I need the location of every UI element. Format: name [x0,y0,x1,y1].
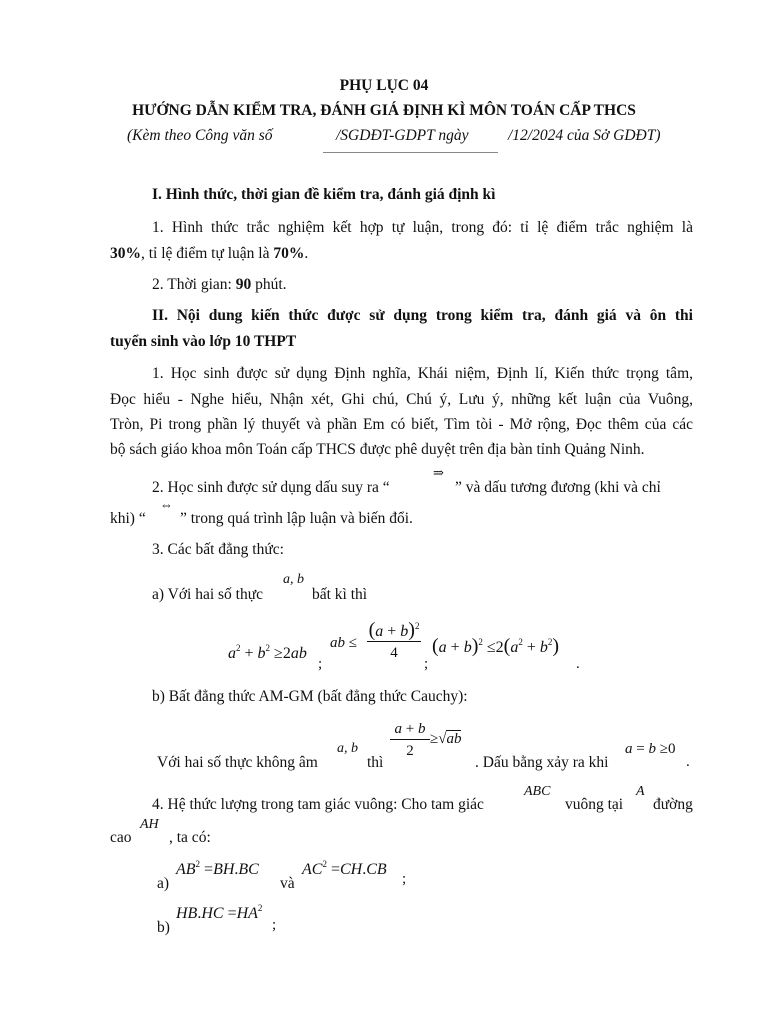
separator-1: ; [318,656,323,672]
section-2-heading-line-1: II. Nội dung kiến thức được sử dụng trong kiểm tra, đánh giá và ôn thi [152,307,693,324]
triangle-abc: ABC [524,784,551,799]
zero-value: 0 [667,741,676,757]
period-1: . [576,656,580,672]
paragraph-1-line-1: 1. Học sinh được sử dụng Định nghĩa, Khái niệm, Định lí, Kiến thức trọng tâm, [152,365,693,382]
paragraph-1-line-2: Đọc hiểu - Nghe hiểu, Nhận xét, Ghi chú, Chú ý, Lưu ý, những kết luận của Vuông, [110,391,693,408]
item-1-end: . [304,245,309,262]
paragraph-2-part-a: 2. Học sinh được sử dụng dấu suy ra “ [152,479,390,496]
paragraph-3b: b) Bất đẳng thức AM-GM (bất đẳng thức Cauchy): [152,688,468,705]
document-page: PHỤ LỤC 04 HƯỚNG DẪN KIỂM TRA, ĐÁNH GIÁ ĐỊNH KÌ MÔN TOÁN CẤP THCS (Kèm theo Công văn số /SGDĐT-GDPT ngày /12/2024 của Sở GDĐT) I. Hình thức, thời gian đề kiểm tra, đánh giá định kì 1. Hình thức trắc nghiệm kết hợp tự luận, trong đó: tỉ lệ điểm trắc nghiệm là 30%, tỉ lệ điểm tự luận là 70%. 2. Thời gian: 90 phút. II. Nội dung kiến thức được sử dụng trong kiểm tra, đánh giá và ôn thi tuyển sinh vào lớp 10 THPT 1. Học sinh được sử dụng Định nghĩa, Khái niệm, Định lí, Kiến thức trọng tâm, Đọc hiểu - Nghe hiểu, Nhận xét, Ghi chú, Chú ý, Lưu ý, những kết luận của Vuông, Tròn, Pi trong phần lý thuyết và phần Em có biết, Tìm tòi - Mở rộng, Đọc thêm của các bộ sách giáo khoa môn Toán cấp THCS được phê duyệt trên địa bàn tỉnh Quảng Ninh. 2. Học sinh được sử dụng dấu suy ra “ ⇒ ” và dấu tương đương (khi và chỉ khi) “ ⇔ ” trong quá trình lập luận và biến đổi. 3. Các bất đẳng thức: a, b a) Với hai số thực bất kì thì $a^2 + b^2 \ge 2ab$ ; ab ≤ $(a + b)^2$ 4 ; $(a + b)^2 \le 2(a^2 + b^2)$ . b) Bất đẳng thức AM-GM (bất đẳng thức Cauchy): Với hai số thực không âm a, b thì a + b 2 ≥√ab . Dấu bằng xảy ra khi a = b ≥0 . 4. Hệ thức lượng trong tam giác vuông: Cho tam giác ABC vuông tại A đường cao AH , ta có: a) $AB^2 =BH.BC$ và $AC^2 =CH.CB$ ; b) $HB.HC =HA^2$ ; [0,0,768,1024]
relation-ac-squared: $AC^2 =CH.CB$ [302,859,387,878]
vertex-a: A [636,784,645,799]
variables-a-b: a, b [283,572,304,587]
time-unit: phút. [251,276,287,293]
separator-4: ; [272,917,277,933]
item-4b-label: b) [157,919,170,936]
period-2: . [686,754,690,770]
paragraph-2-part-c: khi) “ [110,510,146,527]
relation-ab-squared: $AB^2 =BH.BC$ [176,859,259,878]
percent-essay: 70% [273,245,305,262]
paragraph-4-line2-prefix: cao [110,829,132,846]
paragraph-3a-suffix: bất kì thì [312,586,368,603]
altitude-ah: AH [140,817,159,832]
document-title: HƯỚNG DẪN KIỂM TRA, ĐÁNH GIÁ ĐỊNH KÌ MÔN TOÁN CẤP THCS [132,102,636,119]
percent-multiple-choice: 30% [110,245,141,262]
paragraph-3-heading: 3. Các bất đẳng thức: [152,541,284,558]
item-4a-label: a) [157,875,170,892]
inequality-3: $(a + b)^2 \le 2(a^2 + b^2)$ [432,635,560,657]
reference-part-3: /12/2024 của Sở GDĐT) [508,127,661,144]
paragraph-1-line-4: bộ sách giáo khoa môn Toán cấp THCS được phê duyệt trên địa bàn tỉnh Quảng Ninh. [110,441,645,458]
equivalent-symbol: ⇔ [160,497,173,512]
equality-condition: a = b ≥0 [625,741,676,757]
paragraph-1-line-3: Tròn, Pi trong phần lý thuyết và phần Em có biết, Tìm tòi - Mở rộng, Đọc thêm của các [110,416,693,433]
paragraph-4-prefix: 4. Hệ thức lượng trong tam giác vuông: Cho tam giác [152,796,484,813]
implies-symbol: ⇒ [433,465,444,480]
time-label: 2. Thời gian: [152,276,236,293]
inequality-1: $a^2 + b^2 \ge 2ab$ [228,643,307,662]
paragraph-3b-suffix: . Dấu bằng xảy ra khi [475,754,609,771]
reference-part-2: /SGDĐT-GDPT ngày [336,127,469,144]
reference-part-1: (Kèm theo Công văn số [127,127,273,144]
paragraph-4-end: đường [653,796,693,813]
item-1-line-2 [110,246,308,262]
item-4a-and: và [280,875,295,892]
header-underline [323,152,498,153]
variables-a-b-nonnegative: a, b [337,741,358,756]
relation-ha-squared: $HB.HC =HA^2$ [176,903,263,922]
separator-2: ; [424,656,429,672]
paragraph-3a-prefix: a) Với hai số thực [152,586,264,603]
denominator-4: 4 [390,645,398,661]
item-2-time [152,277,287,293]
paragraph-2-part-d: ” trong quá trình lập luận và biến đổi. [180,510,413,527]
section-2-heading-line-2: tuyển sinh vào lớp 10 THPT [110,333,297,350]
time-value: 90 [235,276,252,293]
item-1-line-1: 1. Hình thức trắc nghiệm kết hợp tự luận, trong đó: tỉ lệ điểm trắc nghiệm là [152,219,693,236]
paragraph-4-line2-suffix: , ta có: [169,829,211,846]
paragraph-4-middle: vuông tại [565,796,624,813]
denominator-2: 2 [406,743,414,759]
paragraph-3b-prefix: Với hai số thực không âm [157,754,318,771]
paragraph-2-part-b: ” và dấu tương đương (khi và chỉ [455,479,661,496]
paragraph-3b-then: thì [367,754,384,771]
separator-3: ; [402,871,407,887]
appendix-title: PHỤ LỤC 04 [339,77,429,94]
section-1-heading: I. Hình thức, thời gian đề kiểm tra, đánh giá định kì [152,186,496,203]
item-1-middle-text: , tỉ lệ điểm tự luận là [141,245,274,262]
